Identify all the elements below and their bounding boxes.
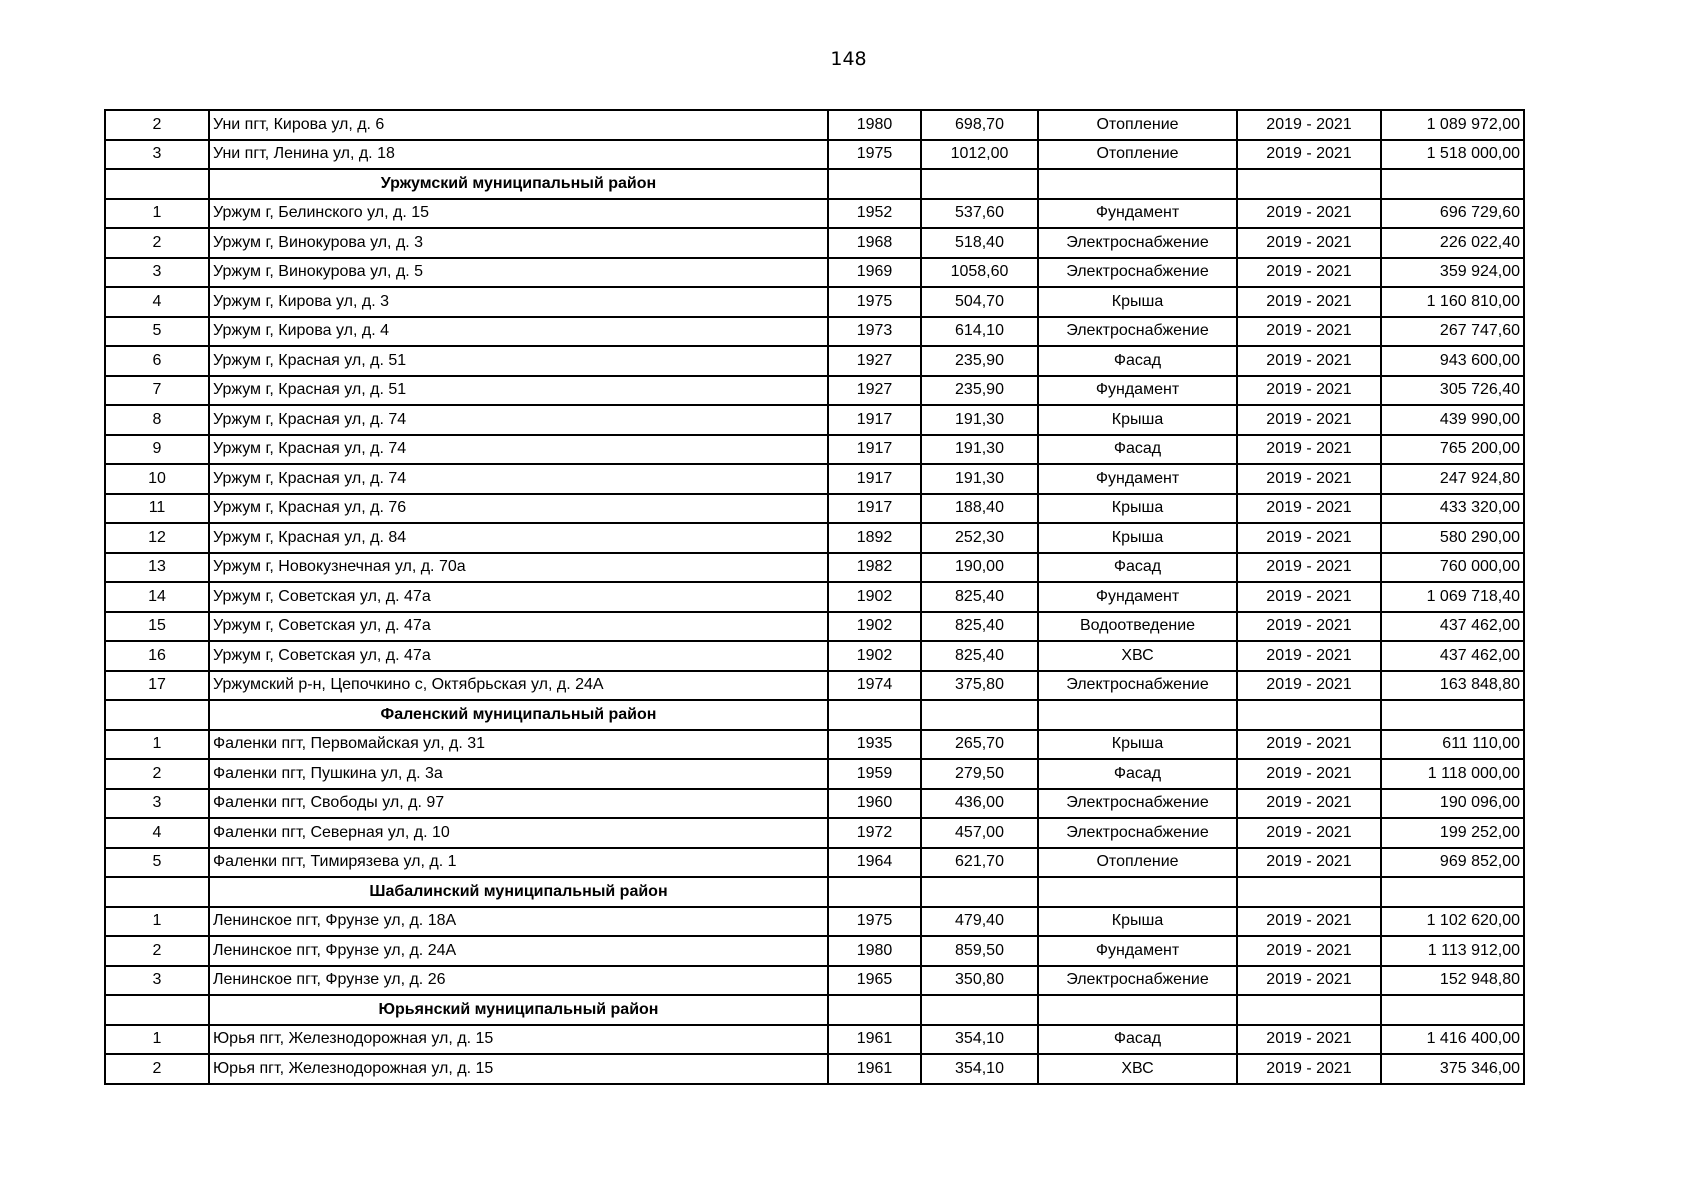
address-cell: Уржум г, Красная ул, д. 74	[209, 464, 828, 494]
row-number-cell: 5	[105, 848, 209, 878]
work-type-cell: Крыша	[1038, 494, 1237, 524]
address-cell: Уржум г, Красная ул, д. 74	[209, 405, 828, 435]
row-number-cell: 14	[105, 582, 209, 612]
work-type-cell: Электроснабжение	[1038, 317, 1237, 347]
period-cell: 2019 - 2021	[1237, 907, 1381, 937]
area-cell: 537,60	[921, 199, 1038, 229]
period-cell: 2019 - 2021	[1237, 612, 1381, 642]
period-cell: 2019 - 2021	[1237, 140, 1381, 170]
row-number-cell: 1	[105, 730, 209, 760]
table-row	[105, 936, 1524, 966]
row-number-cell: 17	[105, 671, 209, 701]
build-year-cell: 1969	[828, 258, 921, 288]
work-type-cell: Фасад	[1038, 1025, 1237, 1055]
table-row	[105, 317, 1524, 347]
cost-cell: 199 252,00	[1381, 818, 1524, 848]
empty-cell	[1038, 877, 1237, 907]
area-cell: 825,40	[921, 582, 1038, 612]
address-cell: Ленинское пгт, Фрунзе ул, д. 26	[209, 966, 828, 996]
period-cell: 2019 - 2021	[1237, 494, 1381, 524]
address-cell: Фаленки пгт, Первомайская ул, д. 31	[209, 730, 828, 760]
cost-cell: 1 113 912,00	[1381, 936, 1524, 966]
build-year-cell: 1960	[828, 789, 921, 819]
period-cell: 2019 - 2021	[1237, 199, 1381, 229]
address-cell: Уни пгт, Ленина ул, д. 18	[209, 140, 828, 170]
table-row	[105, 464, 1524, 494]
area-cell: 191,30	[921, 464, 1038, 494]
table-row	[105, 287, 1524, 317]
cost-cell: 305 726,40	[1381, 376, 1524, 406]
period-cell: 2019 - 2021	[1237, 464, 1381, 494]
empty-cell	[105, 169, 209, 199]
period-cell: 2019 - 2021	[1237, 671, 1381, 701]
cost-cell: 439 990,00	[1381, 405, 1524, 435]
table-row	[105, 1025, 1524, 1055]
area-cell: 252,30	[921, 523, 1038, 553]
row-number-cell: 6	[105, 346, 209, 376]
district-header-row	[105, 877, 1524, 907]
area-cell: 235,90	[921, 376, 1038, 406]
cost-cell: 247 924,80	[1381, 464, 1524, 494]
work-type-cell: Электроснабжение	[1038, 258, 1237, 288]
cost-cell: 760 000,00	[1381, 553, 1524, 583]
build-year-cell: 1974	[828, 671, 921, 701]
work-type-cell: Электроснабжение	[1038, 789, 1237, 819]
build-year-cell: 1902	[828, 612, 921, 642]
work-type-cell: Крыша	[1038, 287, 1237, 317]
work-type-cell: Отопление	[1038, 140, 1237, 170]
district-name-cell: Уржумский муниципальный район	[209, 169, 828, 199]
address-cell: Уржум г, Новокузнечная ул, д. 70а	[209, 553, 828, 583]
row-number-cell: 9	[105, 435, 209, 465]
build-year-cell: 1975	[828, 907, 921, 937]
work-type-cell: Электроснабжение	[1038, 818, 1237, 848]
area-cell: 859,50	[921, 936, 1038, 966]
work-type-cell: ХВС	[1038, 1054, 1237, 1084]
area-cell: 235,90	[921, 346, 1038, 376]
empty-cell	[921, 877, 1038, 907]
empty-cell	[921, 700, 1038, 730]
empty-cell	[1237, 995, 1381, 1025]
area-cell: 188,40	[921, 494, 1038, 524]
build-year-cell: 1927	[828, 376, 921, 406]
build-year-cell: 1892	[828, 523, 921, 553]
cost-cell: 1 416 400,00	[1381, 1025, 1524, 1055]
cost-cell: 190 096,00	[1381, 789, 1524, 819]
area-cell: 518,40	[921, 228, 1038, 258]
work-type-cell: Электроснабжение	[1038, 966, 1237, 996]
row-number-cell: 5	[105, 317, 209, 347]
period-cell: 2019 - 2021	[1237, 789, 1381, 819]
cost-cell: 437 462,00	[1381, 612, 1524, 642]
address-cell: Юрья пгт, Железнодорожная ул, д. 15	[209, 1054, 828, 1084]
address-cell: Уржум г, Красная ул, д. 51	[209, 376, 828, 406]
row-number-cell: 3	[105, 140, 209, 170]
period-cell: 2019 - 2021	[1237, 258, 1381, 288]
area-cell: 350,80	[921, 966, 1038, 996]
table-row	[105, 907, 1524, 937]
work-type-cell: Фасад	[1038, 553, 1237, 583]
build-year-cell: 1917	[828, 494, 921, 524]
cost-cell: 1 518 000,00	[1381, 140, 1524, 170]
row-number-cell: 4	[105, 287, 209, 317]
empty-cell	[1237, 700, 1381, 730]
empty-cell	[1381, 995, 1524, 1025]
table-row	[105, 641, 1524, 671]
table-row	[105, 140, 1524, 170]
empty-cell	[1381, 700, 1524, 730]
table-row	[105, 523, 1524, 553]
row-number-cell: 15	[105, 612, 209, 642]
build-year-cell: 1952	[828, 199, 921, 229]
cost-cell: 359 924,00	[1381, 258, 1524, 288]
table-row	[105, 435, 1524, 465]
empty-cell	[105, 877, 209, 907]
area-cell: 1058,60	[921, 258, 1038, 288]
area-cell: 614,10	[921, 317, 1038, 347]
area-cell: 279,50	[921, 759, 1038, 789]
empty-cell	[105, 995, 209, 1025]
address-cell: Уржум г, Красная ул, д. 51	[209, 346, 828, 376]
work-type-cell: Фундамент	[1038, 582, 1237, 612]
district-header-row	[105, 995, 1524, 1025]
area-cell: 825,40	[921, 641, 1038, 671]
row-number-cell: 2	[105, 936, 209, 966]
area-cell: 504,70	[921, 287, 1038, 317]
address-cell: Уржум г, Винокурова ул, д. 5	[209, 258, 828, 288]
address-cell: Юрья пгт, Железнодорожная ул, д. 15	[209, 1025, 828, 1055]
build-year-cell: 1917	[828, 405, 921, 435]
cost-cell: 943 600,00	[1381, 346, 1524, 376]
build-year-cell: 1917	[828, 435, 921, 465]
address-cell: Уржум г, Белинского ул, д. 15	[209, 199, 828, 229]
period-cell: 2019 - 2021	[1237, 346, 1381, 376]
empty-cell	[1237, 877, 1381, 907]
cost-cell: 580 290,00	[1381, 523, 1524, 553]
work-type-cell: Фундамент	[1038, 199, 1237, 229]
cost-cell: 226 022,40	[1381, 228, 1524, 258]
build-year-cell: 1982	[828, 553, 921, 583]
row-number-cell: 1	[105, 1025, 209, 1055]
work-type-cell: Водоотведение	[1038, 612, 1237, 642]
table-row	[105, 405, 1524, 435]
area-cell: 457,00	[921, 818, 1038, 848]
work-type-cell: Крыша	[1038, 907, 1237, 937]
table-row	[105, 1054, 1524, 1084]
area-cell: 436,00	[921, 789, 1038, 819]
empty-cell	[105, 700, 209, 730]
district-name-cell: Фаленский муниципальный район	[209, 700, 828, 730]
area-cell: 698,70	[921, 110, 1038, 140]
address-cell: Фаленки пгт, Северная ул, д. 10	[209, 818, 828, 848]
row-number-cell: 1	[105, 907, 209, 937]
row-number-cell: 10	[105, 464, 209, 494]
address-cell: Фаленки пгт, Тимирязева ул, д. 1	[209, 848, 828, 878]
work-type-cell: Электроснабжение	[1038, 671, 1237, 701]
area-cell: 354,10	[921, 1054, 1038, 1084]
area-cell: 825,40	[921, 612, 1038, 642]
table-row	[105, 730, 1524, 760]
row-number-cell: 12	[105, 523, 209, 553]
empty-cell	[828, 995, 921, 1025]
build-year-cell: 1959	[828, 759, 921, 789]
work-type-cell: Фасад	[1038, 346, 1237, 376]
period-cell: 2019 - 2021	[1237, 759, 1381, 789]
work-type-cell: Отопление	[1038, 110, 1237, 140]
cost-cell: 1 102 620,00	[1381, 907, 1524, 937]
address-cell: Уржумский р-н, Цепочкино с, Октябрьская ул, д. 24А	[209, 671, 828, 701]
district-header-row	[105, 169, 1524, 199]
table-row	[105, 671, 1524, 701]
build-year-cell: 1965	[828, 966, 921, 996]
address-cell: Уржум г, Винокурова ул, д. 3	[209, 228, 828, 258]
address-cell: Ленинское пгт, Фрунзе ул, д. 18А	[209, 907, 828, 937]
period-cell: 2019 - 2021	[1237, 966, 1381, 996]
district-name-cell: Шабалинский муниципальный район	[209, 877, 828, 907]
build-year-cell: 1980	[828, 110, 921, 140]
address-cell: Уржум г, Кирова ул, д. 4	[209, 317, 828, 347]
period-cell: 2019 - 2021	[1237, 405, 1381, 435]
build-year-cell: 1964	[828, 848, 921, 878]
period-cell: 2019 - 2021	[1237, 730, 1381, 760]
page-number: 148	[830, 48, 867, 70]
row-number-cell: 4	[105, 818, 209, 848]
build-year-cell: 1927	[828, 346, 921, 376]
work-type-cell: Крыша	[1038, 523, 1237, 553]
address-cell: Уржум г, Красная ул, д. 74	[209, 435, 828, 465]
district-name-cell: Юрьянский муниципальный район	[209, 995, 828, 1025]
build-year-cell: 1968	[828, 228, 921, 258]
work-type-cell: Фасад	[1038, 435, 1237, 465]
period-cell: 2019 - 2021	[1237, 553, 1381, 583]
table-row	[105, 582, 1524, 612]
cost-cell: 1 118 000,00	[1381, 759, 1524, 789]
period-cell: 2019 - 2021	[1237, 435, 1381, 465]
cost-cell: 152 948,80	[1381, 966, 1524, 996]
empty-cell	[1038, 169, 1237, 199]
work-type-cell: Фундамент	[1038, 376, 1237, 406]
row-number-cell: 3	[105, 966, 209, 996]
address-cell: Уржум г, Красная ул, д. 84	[209, 523, 828, 553]
address-cell: Уржум г, Советская ул, д. 47а	[209, 582, 828, 612]
row-number-cell: 2	[105, 1054, 209, 1084]
empty-cell	[1237, 169, 1381, 199]
cost-cell: 1 089 972,00	[1381, 110, 1524, 140]
work-type-cell: Крыша	[1038, 405, 1237, 435]
row-number-cell: 3	[105, 789, 209, 819]
period-cell: 2019 - 2021	[1237, 1054, 1381, 1084]
empty-cell	[921, 995, 1038, 1025]
row-number-cell: 1	[105, 199, 209, 229]
period-cell: 2019 - 2021	[1237, 848, 1381, 878]
area-cell: 191,30	[921, 405, 1038, 435]
period-cell: 2019 - 2021	[1237, 1025, 1381, 1055]
work-type-cell: Фундамент	[1038, 464, 1237, 494]
row-number-cell: 2	[105, 110, 209, 140]
period-cell: 2019 - 2021	[1237, 582, 1381, 612]
row-number-cell: 11	[105, 494, 209, 524]
work-type-cell: ХВС	[1038, 641, 1237, 671]
cost-cell: 611 110,00	[1381, 730, 1524, 760]
period-cell: 2019 - 2021	[1237, 228, 1381, 258]
table-row	[105, 199, 1524, 229]
cost-cell: 437 462,00	[1381, 641, 1524, 671]
table-row	[105, 818, 1524, 848]
work-type-cell: Отопление	[1038, 848, 1237, 878]
cost-cell: 433 320,00	[1381, 494, 1524, 524]
table-row	[105, 612, 1524, 642]
row-number-cell: 3	[105, 258, 209, 288]
build-year-cell: 1973	[828, 317, 921, 347]
work-type-cell: Крыша	[1038, 730, 1237, 760]
period-cell: 2019 - 2021	[1237, 317, 1381, 347]
table-row	[105, 759, 1524, 789]
address-cell: Уржум г, Кирова ул, д. 3	[209, 287, 828, 317]
row-number-cell: 16	[105, 641, 209, 671]
district-header-row	[105, 700, 1524, 730]
address-cell: Фаленки пгт, Пушкина ул, д. 3а	[209, 759, 828, 789]
table-body	[105, 110, 1524, 1084]
table-row	[105, 848, 1524, 878]
table-row	[105, 494, 1524, 524]
empty-cell	[921, 169, 1038, 199]
build-year-cell: 1980	[828, 936, 921, 966]
row-number-cell: 2	[105, 228, 209, 258]
build-year-cell: 1975	[828, 140, 921, 170]
period-cell: 2019 - 2021	[1237, 936, 1381, 966]
table-row	[105, 110, 1524, 140]
build-year-cell: 1972	[828, 818, 921, 848]
table-row	[105, 228, 1524, 258]
cost-cell: 267 747,60	[1381, 317, 1524, 347]
period-cell: 2019 - 2021	[1237, 287, 1381, 317]
address-cell: Уни пгт, Кирова ул, д. 6	[209, 110, 828, 140]
cost-cell: 696 729,60	[1381, 199, 1524, 229]
work-type-cell: Электроснабжение	[1038, 228, 1237, 258]
build-year-cell: 1902	[828, 641, 921, 671]
area-cell: 354,10	[921, 1025, 1038, 1055]
period-cell: 2019 - 2021	[1237, 641, 1381, 671]
empty-cell	[828, 877, 921, 907]
table-row	[105, 258, 1524, 288]
address-cell: Фаленки пгт, Свободы ул, д. 97	[209, 789, 828, 819]
table-row	[105, 789, 1524, 819]
area-cell: 1012,00	[921, 140, 1038, 170]
address-cell: Ленинское пгт, Фрунзе ул, д. 24А	[209, 936, 828, 966]
table-row	[105, 966, 1524, 996]
row-number-cell: 7	[105, 376, 209, 406]
row-number-cell: 2	[105, 759, 209, 789]
area-cell: 265,70	[921, 730, 1038, 760]
area-cell: 375,80	[921, 671, 1038, 701]
build-year-cell: 1917	[828, 464, 921, 494]
cost-cell: 1 160 810,00	[1381, 287, 1524, 317]
build-year-cell: 1902	[828, 582, 921, 612]
period-cell: 2019 - 2021	[1237, 110, 1381, 140]
address-cell: Уржум г, Советская ул, д. 47а	[209, 612, 828, 642]
address-cell: Уржум г, Красная ул, д. 76	[209, 494, 828, 524]
build-year-cell: 1975	[828, 287, 921, 317]
area-cell: 621,70	[921, 848, 1038, 878]
address-cell: Уржум г, Советская ул, д. 47а	[209, 641, 828, 671]
table-row	[105, 346, 1524, 376]
empty-cell	[828, 169, 921, 199]
row-number-cell: 8	[105, 405, 209, 435]
work-type-cell: Фундамент	[1038, 936, 1237, 966]
empty-cell	[1381, 877, 1524, 907]
build-year-cell: 1961	[828, 1025, 921, 1055]
table-row	[105, 376, 1524, 406]
period-cell: 2019 - 2021	[1237, 818, 1381, 848]
period-cell: 2019 - 2021	[1237, 376, 1381, 406]
cost-cell: 375 346,00	[1381, 1054, 1524, 1084]
table-row	[105, 553, 1524, 583]
cost-cell: 969 852,00	[1381, 848, 1524, 878]
empty-cell	[828, 700, 921, 730]
build-year-cell: 1961	[828, 1054, 921, 1084]
build-year-cell: 1935	[828, 730, 921, 760]
area-cell: 479,40	[921, 907, 1038, 937]
empty-cell	[1038, 700, 1237, 730]
empty-cell	[1038, 995, 1237, 1025]
period-cell: 2019 - 2021	[1237, 523, 1381, 553]
cost-cell: 1 069 718,40	[1381, 582, 1524, 612]
cost-cell: 163 848,80	[1381, 671, 1524, 701]
row-number-cell: 13	[105, 553, 209, 583]
work-type-cell: Фасад	[1038, 759, 1237, 789]
repair-register-table	[104, 109, 1525, 1085]
area-cell: 190,00	[921, 553, 1038, 583]
area-cell: 191,30	[921, 435, 1038, 465]
empty-cell	[1381, 169, 1524, 199]
cost-cell: 765 200,00	[1381, 435, 1524, 465]
